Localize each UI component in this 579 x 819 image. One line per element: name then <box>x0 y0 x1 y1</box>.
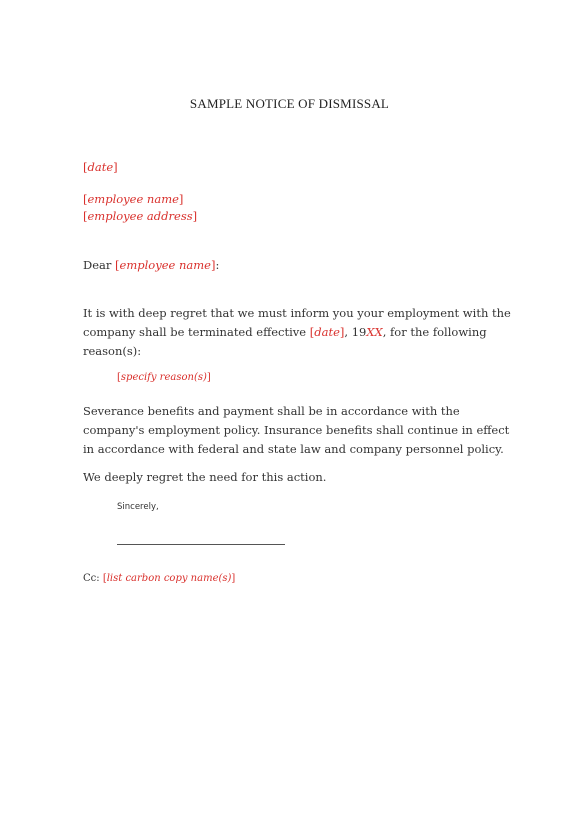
paragraph3-text: We deeply regret the need for this action. <box>83 470 327 484</box>
paragraph1-line3: reason(s): <box>83 344 142 358</box>
date-placeholder: [date] <box>83 160 118 174</box>
paragraph2-line2: company's employment policy. Insurance benefits shall continue in effect <box>83 423 510 437</box>
reasons-text: specify reason(s) <box>120 372 207 383</box>
cc-prefix: Cc: <box>83 573 103 584</box>
paragraph2-line1: Severance benefits and payment shall be in accordance with the <box>83 404 460 418</box>
salutation-prefix: Dear <box>83 258 116 272</box>
paragraph-termination <box>83 304 511 361</box>
salutation: Dear [employee name]: <box>83 258 220 272</box>
cc-placeholder: list carbon copy name(s) <box>106 573 232 584</box>
paragraph-regret <box>83 468 503 487</box>
document-title: SAMPLE NOTICE OF DISMISSAL <box>189 96 390 111</box>
salutation-name: employee name <box>119 258 211 272</box>
paragraph2-line3: in accordance with federal and state law and company personnel policy. <box>83 442 504 456</box>
employee-name-placeholder: [employee name] <box>83 192 184 206</box>
termination-date: date <box>314 325 340 339</box>
paragraph-benefits <box>83 402 510 459</box>
closing: Sincerely, <box>117 502 159 512</box>
cc-line: Cc: [list carbon copy name(s)] <box>83 573 236 584</box>
salutation-suffix: : <box>215 258 220 272</box>
reasons-placeholder: [specify reason(s)] <box>117 372 211 383</box>
date-text: date <box>87 160 114 174</box>
employee-address-text: employee address <box>87 209 193 223</box>
employee-name-text: employee name <box>87 192 179 206</box>
termination-year: XX <box>366 325 383 339</box>
signature-line <box>117 544 285 545</box>
paragraph1-line1: It is with deep regret that we must inform you your employment with the <box>83 306 511 320</box>
employee-address-placeholder: [employee address] <box>83 209 198 223</box>
paragraph1-line2: company shall be terminated effective [date], 19XX, for the following <box>83 325 487 339</box>
